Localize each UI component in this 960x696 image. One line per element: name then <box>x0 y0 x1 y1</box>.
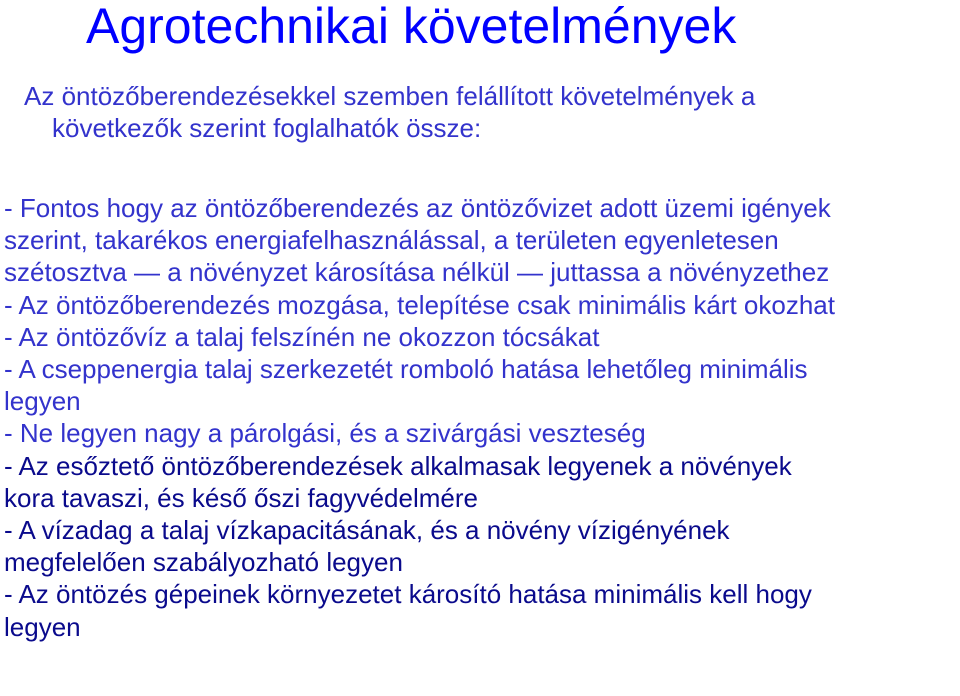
requirement-line: szétosztva — a növényzet károsítása nélkül — juttassa a növényzethez <box>4 257 830 288</box>
requirement-line: - Fontos hogy az öntözőberendezés az öntözővizet adott üzemi igények <box>4 193 831 223</box>
intro-line: Az öntözőberendezésekkel szemben felállított követelmények a <box>24 81 756 111</box>
requirements-list <box>4 192 958 643</box>
intro-line: következők szerint foglalhatók össze: <box>52 113 482 143</box>
requirement-line: - Az öntözőberendezés mozgása, telepítése csak minimális kárt okozhat <box>4 289 835 320</box>
requirement-line: - Az esőztető öntözőberendezések alkalmasak legyenek a növények <box>4 450 792 481</box>
requirement-line: szerint, takarékos energiafelhasználással, a területen egyenletesen <box>4 225 779 256</box>
intro-paragraph <box>24 80 944 144</box>
requirement-line: legyen <box>4 611 81 642</box>
requirement-line: kora tavaszi, és késő őszi fagyvédelmére <box>4 482 478 513</box>
requirement-line: - Az öntözés gépeinek környezetet károsító hatása minimális kell hogy <box>4 579 812 610</box>
slide-title: Agrotechnikai követelmények <box>86 0 737 54</box>
requirement-line: - A cseppenergia talaj szerkezetét romboló hatása lehetőleg minimális <box>4 354 808 385</box>
requirement-line: legyen <box>4 386 81 417</box>
requirement-line: - Az öntözővíz a talaj felszínén ne okozzon tócsákat <box>4 321 600 352</box>
requirement-line: megfelelően szabályozható legyen <box>4 547 403 578</box>
requirement-line: - Ne legyen nagy a párolgási, és a szivárgási veszteség <box>4 418 646 449</box>
requirement-line: - A vízadag a talaj vízkapacitásának, és a növény vízigényének <box>4 515 730 546</box>
